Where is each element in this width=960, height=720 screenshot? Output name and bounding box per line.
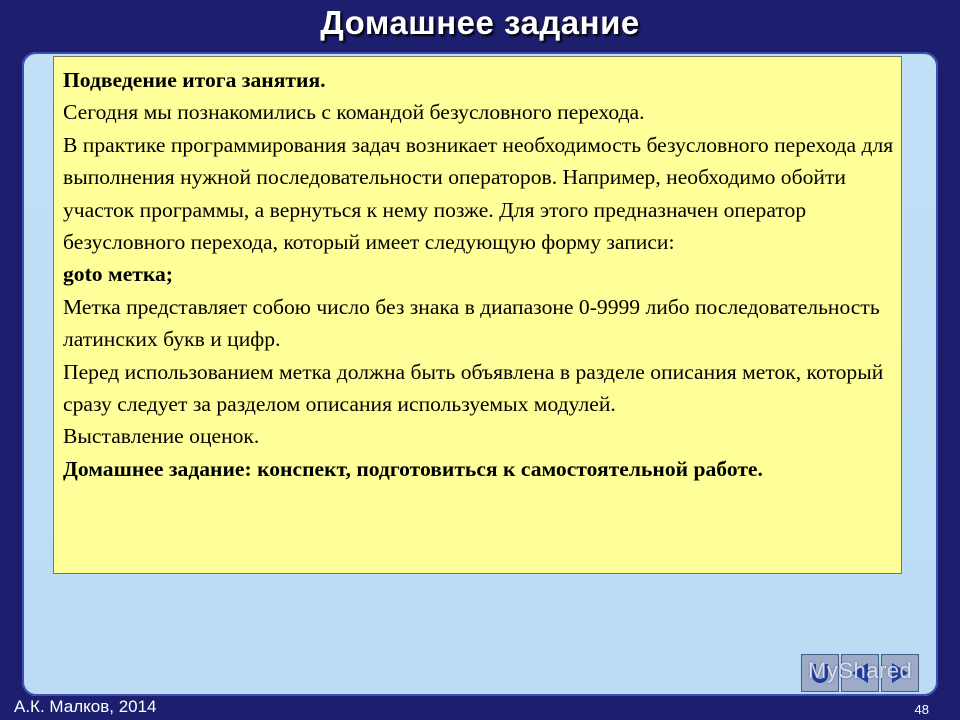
homework-assignment: Домашнее задание: конспект, подготовиться к самостоятельной работе.	[63, 456, 763, 481]
goto-syntax: goto метка;	[63, 262, 173, 287]
text-box	[53, 56, 902, 574]
paragraph-intro: Сегодня мы познакомились с командой безусловного перехода.	[63, 100, 645, 125]
page-number: 48	[914, 702, 929, 717]
slide-title: Домашнее задание	[320, 4, 640, 41]
summary-heading: Подведение итога занятия.	[63, 68, 326, 92]
paragraph-label-declaration: Перед использованием метка должна быть объявлена в разделе описания меток, который сразу следует за разделом описания используемых модулей.	[63, 359, 884, 417]
watermark: MyShared	[808, 658, 913, 683]
paragraph-goto-purpose: В практике программирования задач возникает необходимость безусловного перехода для выполнения нужной последовательности операторов. Например, необходимо обойти участок программы, а вернуться к нему позже. Для этого предназначен оператор безусловного перехода, который имеет следующую форму записи:	[63, 132, 894, 255]
paragraph-label-definition: Метка представляет собою число без знака в диапазоне 0-9999 либо последовательность латинских букв и цифр.	[63, 294, 880, 352]
footer-author: А.К. Малков, 2014	[14, 697, 157, 716]
paragraph-grading: Выставление оценок.	[63, 424, 260, 449]
